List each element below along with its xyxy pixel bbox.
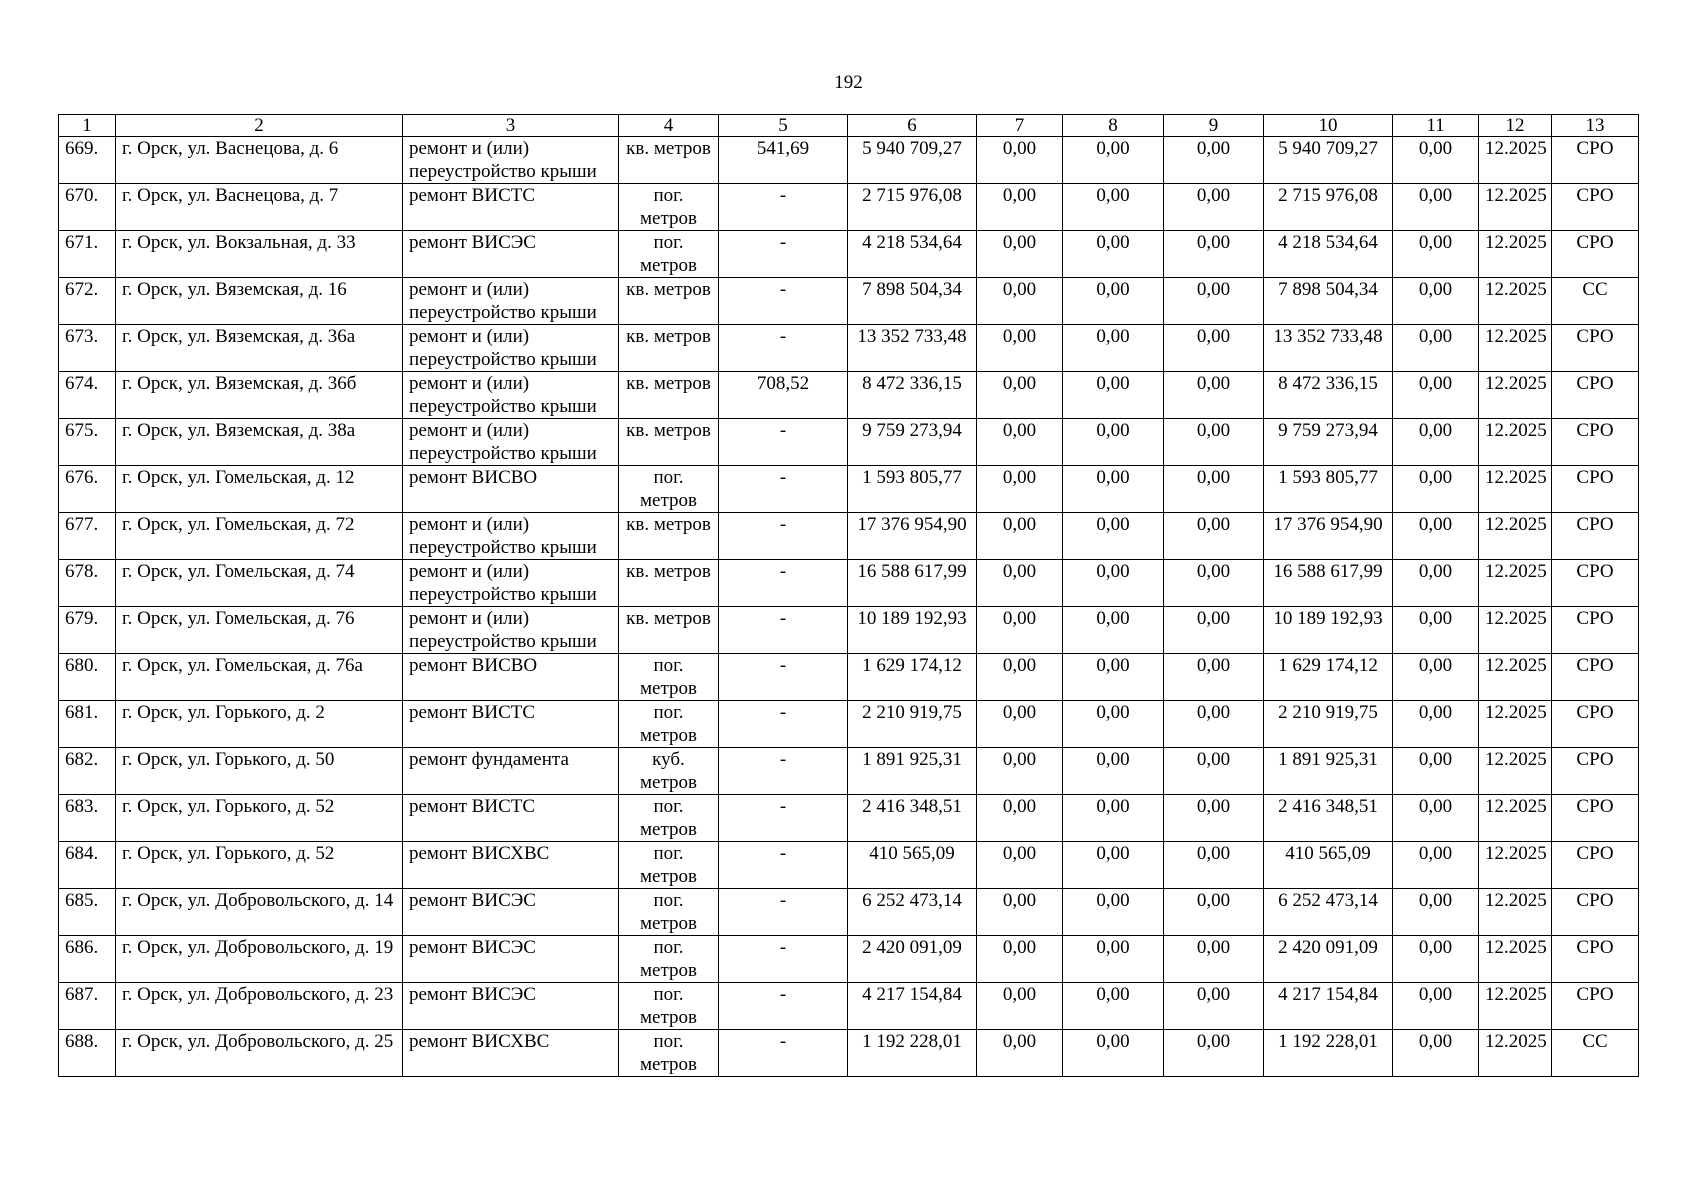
unit-cell: кв. метров (619, 278, 719, 325)
cost-cell-9: 0,00 (1164, 748, 1264, 795)
cost-cell-10: 10 189 192,93 (1264, 607, 1393, 654)
work-type-cell: ремонт ВИСХВС (403, 1030, 619, 1077)
cost-cell-8: 0,00 (1063, 137, 1164, 184)
cost-cell-10: 2 210 919,75 (1264, 701, 1393, 748)
cost-cell-9: 0,00 (1164, 231, 1264, 278)
method-cell: СРО (1552, 137, 1639, 184)
cost-cell-9: 0,00 (1164, 278, 1264, 325)
column-header-1: 1 (59, 115, 116, 137)
total-cost-cell: 16 588 617,99 (848, 560, 977, 607)
work-type-cell: ремонт ВИСВО (403, 654, 619, 701)
deadline-cell: 12.2025 (1479, 654, 1552, 701)
address-cell: г. Орск, ул. Добровольского, д. 23 (116, 983, 403, 1030)
cost-cell-11: 0,00 (1393, 983, 1479, 1030)
column-header-8: 8 (1063, 115, 1164, 137)
table-row (59, 983, 1639, 1030)
table-row (59, 137, 1639, 184)
work-type-cell: ремонт и (или) переустройство крыши (403, 560, 619, 607)
deadline-cell: 12.2025 (1479, 607, 1552, 654)
deadline-cell: 12.2025 (1479, 325, 1552, 372)
cost-cell-8: 0,00 (1063, 607, 1164, 654)
address-cell: г. Орск, ул. Добровольского, д. 14 (116, 889, 403, 936)
cost-cell-8: 0,00 (1063, 466, 1164, 513)
row-number: 672. (59, 278, 116, 325)
table-row (59, 795, 1639, 842)
address-cell: г. Орск, ул. Вяземская, д. 38а (116, 419, 403, 466)
volume-cell: - (719, 1030, 848, 1077)
cost-cell-8: 0,00 (1063, 983, 1164, 1030)
table-row (59, 1030, 1639, 1077)
address-cell: г. Орск, ул. Вяземская, д. 16 (116, 278, 403, 325)
volume-cell: - (719, 560, 848, 607)
deadline-cell: 12.2025 (1479, 560, 1552, 607)
total-cost-cell: 4 218 534,64 (848, 231, 977, 278)
capital-repair-table (58, 114, 1639, 1077)
method-cell: СРО (1552, 842, 1639, 889)
row-number: 683. (59, 795, 116, 842)
cost-cell-7: 0,00 (977, 701, 1063, 748)
unit-cell: пог. метров (619, 936, 719, 983)
work-type-cell: ремонт ВИСТС (403, 795, 619, 842)
work-type-cell: ремонт ВИСХВС (403, 842, 619, 889)
row-number: 686. (59, 936, 116, 983)
method-cell: СРО (1552, 936, 1639, 983)
cost-cell-7: 0,00 (977, 889, 1063, 936)
volume-cell: - (719, 936, 848, 983)
work-type-cell: ремонт и (или) переустройство крыши (403, 325, 619, 372)
unit-cell: кв. метров (619, 513, 719, 560)
row-number: 684. (59, 842, 116, 889)
cost-cell-7: 0,00 (977, 184, 1063, 231)
cost-cell-7: 0,00 (977, 137, 1063, 184)
volume-cell: - (719, 607, 848, 654)
deadline-cell: 12.2025 (1479, 466, 1552, 513)
work-type-cell: ремонт и (или) переустройство крыши (403, 607, 619, 654)
cost-cell-11: 0,00 (1393, 231, 1479, 278)
row-number: 677. (59, 513, 116, 560)
cost-cell-8: 0,00 (1063, 889, 1164, 936)
cost-cell-11: 0,00 (1393, 701, 1479, 748)
total-cost-cell: 1 192 228,01 (848, 1030, 977, 1077)
method-cell: СРО (1552, 748, 1639, 795)
cost-cell-8: 0,00 (1063, 795, 1164, 842)
row-number: 682. (59, 748, 116, 795)
cost-cell-9: 0,00 (1164, 372, 1264, 419)
header-row (59, 115, 1639, 137)
address-cell: г. Орск, ул. Васнецова, д. 7 (116, 184, 403, 231)
cost-cell-11: 0,00 (1393, 325, 1479, 372)
cost-cell-11: 0,00 (1393, 137, 1479, 184)
work-type-cell: ремонт ВИСТС (403, 701, 619, 748)
total-cost-cell: 410 565,09 (848, 842, 977, 889)
volume-cell: - (719, 842, 848, 889)
cost-cell-9: 0,00 (1164, 513, 1264, 560)
work-type-cell: ремонт и (или) переустройство крыши (403, 278, 619, 325)
cost-cell-9: 0,00 (1164, 466, 1264, 513)
column-header-2: 2 (116, 115, 403, 137)
work-type-cell: ремонт и (или) переустройство крыши (403, 513, 619, 560)
cost-cell-9: 0,00 (1164, 842, 1264, 889)
unit-cell: пог. метров (619, 889, 719, 936)
column-header-4: 4 (619, 115, 719, 137)
total-cost-cell: 9 759 273,94 (848, 419, 977, 466)
total-cost-cell: 4 217 154,84 (848, 983, 977, 1030)
cost-cell-7: 0,00 (977, 325, 1063, 372)
table-row (59, 372, 1639, 419)
volume-cell: - (719, 466, 848, 513)
row-number: 671. (59, 231, 116, 278)
deadline-cell: 12.2025 (1479, 889, 1552, 936)
cost-cell-11: 0,00 (1393, 889, 1479, 936)
volume-cell: - (719, 748, 848, 795)
cost-cell-11: 0,00 (1393, 795, 1479, 842)
method-cell: СРО (1552, 560, 1639, 607)
deadline-cell: 12.2025 (1479, 1030, 1552, 1077)
unit-cell: пог. метров (619, 795, 719, 842)
address-cell: г. Орск, ул. Добровольского, д. 19 (116, 936, 403, 983)
cost-cell-9: 0,00 (1164, 701, 1264, 748)
address-cell: г. Орск, ул. Вяземская, д. 36б (116, 372, 403, 419)
deadline-cell: 12.2025 (1479, 701, 1552, 748)
cost-cell-7: 0,00 (977, 983, 1063, 1030)
column-header-7: 7 (977, 115, 1063, 137)
unit-cell: пог. метров (619, 842, 719, 889)
deadline-cell: 12.2025 (1479, 795, 1552, 842)
cost-cell-7: 0,00 (977, 1030, 1063, 1077)
deadline-cell: 12.2025 (1479, 372, 1552, 419)
table-body (59, 137, 1639, 1077)
cost-cell-9: 0,00 (1164, 1030, 1264, 1077)
address-cell: г. Орск, ул. Горького, д. 50 (116, 748, 403, 795)
cost-cell-7: 0,00 (977, 513, 1063, 560)
total-cost-cell: 2 715 976,08 (848, 184, 977, 231)
cost-cell-11: 0,00 (1393, 607, 1479, 654)
cost-cell-7: 0,00 (977, 795, 1063, 842)
total-cost-cell: 13 352 733,48 (848, 325, 977, 372)
total-cost-cell: 2 210 919,75 (848, 701, 977, 748)
volume-cell: - (719, 419, 848, 466)
cost-cell-7: 0,00 (977, 419, 1063, 466)
row-number: 673. (59, 325, 116, 372)
table-row (59, 654, 1639, 701)
volume-cell: - (719, 325, 848, 372)
cost-cell-10: 4 218 534,64 (1264, 231, 1393, 278)
total-cost-cell: 2 416 348,51 (848, 795, 977, 842)
cost-cell-10: 4 217 154,84 (1264, 983, 1393, 1030)
cost-cell-11: 0,00 (1393, 936, 1479, 983)
cost-cell-9: 0,00 (1164, 419, 1264, 466)
cost-cell-7: 0,00 (977, 607, 1063, 654)
method-cell: СРО (1552, 983, 1639, 1030)
volume-cell: - (719, 983, 848, 1030)
method-cell: СРО (1552, 654, 1639, 701)
row-number: 669. (59, 137, 116, 184)
deadline-cell: 12.2025 (1479, 983, 1552, 1030)
volume-cell: - (719, 231, 848, 278)
cost-cell-8: 0,00 (1063, 936, 1164, 983)
row-number: 675. (59, 419, 116, 466)
cost-cell-9: 0,00 (1164, 654, 1264, 701)
cost-cell-9: 0,00 (1164, 560, 1264, 607)
unit-cell: кв. метров (619, 325, 719, 372)
table-row (59, 466, 1639, 513)
method-cell: СРО (1552, 325, 1639, 372)
cost-cell-9: 0,00 (1164, 184, 1264, 231)
table-row (59, 278, 1639, 325)
total-cost-cell: 1 593 805,77 (848, 466, 977, 513)
cost-cell-9: 0,00 (1164, 137, 1264, 184)
cost-cell-9: 0,00 (1164, 795, 1264, 842)
column-header-5: 5 (719, 115, 848, 137)
cost-cell-10: 16 588 617,99 (1264, 560, 1393, 607)
unit-cell: кв. метров (619, 607, 719, 654)
volume-cell: 541,69 (719, 137, 848, 184)
cost-cell-7: 0,00 (977, 466, 1063, 513)
method-cell: СРО (1552, 607, 1639, 654)
method-cell: СРО (1552, 184, 1639, 231)
cost-cell-8: 0,00 (1063, 842, 1164, 889)
table-row (59, 231, 1639, 278)
row-number: 674. (59, 372, 116, 419)
method-cell: СРО (1552, 889, 1639, 936)
unit-cell: кв. метров (619, 419, 719, 466)
cost-cell-11: 0,00 (1393, 748, 1479, 795)
volume-cell: - (719, 889, 848, 936)
cost-cell-10: 5 940 709,27 (1264, 137, 1393, 184)
column-header-6: 6 (848, 115, 977, 137)
method-cell: СС (1552, 278, 1639, 325)
table-row (59, 560, 1639, 607)
method-cell: СРО (1552, 372, 1639, 419)
cost-cell-11: 0,00 (1393, 842, 1479, 889)
deadline-cell: 12.2025 (1479, 748, 1552, 795)
unit-cell: пог. метров (619, 184, 719, 231)
address-cell: г. Орск, ул. Вокзальная, д. 33 (116, 231, 403, 278)
cost-cell-8: 0,00 (1063, 419, 1164, 466)
volume-cell: - (719, 184, 848, 231)
cost-cell-10: 1 629 174,12 (1264, 654, 1393, 701)
total-cost-cell: 5 940 709,27 (848, 137, 977, 184)
cost-cell-10: 13 352 733,48 (1264, 325, 1393, 372)
work-type-cell: ремонт ВИСТС (403, 184, 619, 231)
total-cost-cell: 17 376 954,90 (848, 513, 977, 560)
cost-cell-7: 0,00 (977, 748, 1063, 795)
table-row (59, 513, 1639, 560)
cost-cell-11: 0,00 (1393, 419, 1479, 466)
column-header-13: 13 (1552, 115, 1639, 137)
cost-cell-8: 0,00 (1063, 654, 1164, 701)
address-cell: г. Орск, ул. Гомельская, д. 76 (116, 607, 403, 654)
column-header-10: 10 (1264, 115, 1393, 137)
cost-cell-10: 7 898 504,34 (1264, 278, 1393, 325)
address-cell: г. Орск, ул. Вяземская, д. 36а (116, 325, 403, 372)
unit-cell: куб. метров (619, 748, 719, 795)
cost-cell-8: 0,00 (1063, 372, 1164, 419)
cost-cell-11: 0,00 (1393, 513, 1479, 560)
cost-cell-11: 0,00 (1393, 560, 1479, 607)
volume-cell: - (719, 795, 848, 842)
cost-cell-10: 1 192 228,01 (1264, 1030, 1393, 1077)
method-cell: СРО (1552, 231, 1639, 278)
deadline-cell: 12.2025 (1479, 936, 1552, 983)
cost-cell-10: 410 565,09 (1264, 842, 1393, 889)
cost-cell-10: 1 891 925,31 (1264, 748, 1393, 795)
address-cell: г. Орск, ул. Горького, д. 52 (116, 842, 403, 889)
table-row (59, 936, 1639, 983)
work-type-cell: ремонт и (или) переустройство крыши (403, 419, 619, 466)
deadline-cell: 12.2025 (1479, 137, 1552, 184)
cost-cell-8: 0,00 (1063, 560, 1164, 607)
cost-cell-8: 0,00 (1063, 513, 1164, 560)
row-number: 676. (59, 466, 116, 513)
row-number: 680. (59, 654, 116, 701)
address-cell: г. Орск, ул. Гомельская, д. 12 (116, 466, 403, 513)
method-cell: СРО (1552, 795, 1639, 842)
work-type-cell: ремонт фундамента (403, 748, 619, 795)
cost-cell-8: 0,00 (1063, 701, 1164, 748)
unit-cell: кв. метров (619, 372, 719, 419)
total-cost-cell: 6 252 473,14 (848, 889, 977, 936)
cost-cell-11: 0,00 (1393, 184, 1479, 231)
cost-cell-8: 0,00 (1063, 184, 1164, 231)
row-number: 670. (59, 184, 116, 231)
address-cell: г. Орск, ул. Горького, д. 52 (116, 795, 403, 842)
deadline-cell: 12.2025 (1479, 184, 1552, 231)
work-type-cell: ремонт ВИСЭС (403, 983, 619, 1030)
work-type-cell: ремонт ВИСЭС (403, 231, 619, 278)
total-cost-cell: 1 629 174,12 (848, 654, 977, 701)
cost-cell-9: 0,00 (1164, 889, 1264, 936)
table-row (59, 607, 1639, 654)
address-cell: г. Орск, ул. Гомельская, д. 74 (116, 560, 403, 607)
unit-cell: пог. метров (619, 231, 719, 278)
cost-cell-8: 0,00 (1063, 231, 1164, 278)
cost-cell-9: 0,00 (1164, 607, 1264, 654)
unit-cell: пог. метров (619, 654, 719, 701)
deadline-cell: 12.2025 (1479, 278, 1552, 325)
row-number: 687. (59, 983, 116, 1030)
cost-cell-10: 1 593 805,77 (1264, 466, 1393, 513)
cost-cell-9: 0,00 (1164, 936, 1264, 983)
cost-cell-11: 0,00 (1393, 372, 1479, 419)
row-number: 681. (59, 701, 116, 748)
column-header-3: 3 (403, 115, 619, 137)
table-row (59, 419, 1639, 466)
cost-cell-11: 0,00 (1393, 654, 1479, 701)
cost-cell-10: 2 420 091,09 (1264, 936, 1393, 983)
address-cell: г. Орск, ул. Горького, д. 2 (116, 701, 403, 748)
cost-cell-7: 0,00 (977, 372, 1063, 419)
volume-cell: - (719, 654, 848, 701)
unit-cell: кв. метров (619, 560, 719, 607)
cost-cell-11: 0,00 (1393, 278, 1479, 325)
cost-cell-7: 0,00 (977, 560, 1063, 607)
work-type-cell: ремонт ВИСВО (403, 466, 619, 513)
unit-cell: кв. метров (619, 137, 719, 184)
deadline-cell: 12.2025 (1479, 231, 1552, 278)
address-cell: г. Орск, ул. Васнецова, д. 6 (116, 137, 403, 184)
address-cell: г. Орск, ул. Гомельская, д. 76а (116, 654, 403, 701)
cost-cell-7: 0,00 (977, 278, 1063, 325)
cost-cell-9: 0,00 (1164, 983, 1264, 1030)
deadline-cell: 12.2025 (1479, 513, 1552, 560)
cost-cell-7: 0,00 (977, 654, 1063, 701)
unit-cell: пог. метров (619, 1030, 719, 1077)
cost-cell-8: 0,00 (1063, 325, 1164, 372)
column-header-12: 12 (1479, 115, 1552, 137)
total-cost-cell: 2 420 091,09 (848, 936, 977, 983)
method-cell: СРО (1552, 419, 1639, 466)
total-cost-cell: 1 891 925,31 (848, 748, 977, 795)
column-header-11: 11 (1393, 115, 1479, 137)
cost-cell-10: 9 759 273,94 (1264, 419, 1393, 466)
unit-cell: пог. метров (619, 466, 719, 513)
column-header-9: 9 (1164, 115, 1264, 137)
page-number: 192 (834, 72, 863, 93)
method-cell: СС (1552, 1030, 1639, 1077)
work-type-cell: ремонт и (или) переустройство крыши (403, 137, 619, 184)
work-type-cell: ремонт и (или) переустройство крыши (403, 372, 619, 419)
row-number: 679. (59, 607, 116, 654)
cost-cell-8: 0,00 (1063, 1030, 1164, 1077)
cost-cell-10: 2 715 976,08 (1264, 184, 1393, 231)
total-cost-cell: 8 472 336,15 (848, 372, 977, 419)
unit-cell: пог. метров (619, 983, 719, 1030)
method-cell: СРО (1552, 701, 1639, 748)
total-cost-cell: 10 189 192,93 (848, 607, 977, 654)
table-header (59, 115, 1639, 137)
row-number: 678. (59, 560, 116, 607)
volume-cell: - (719, 513, 848, 560)
row-number: 685. (59, 889, 116, 936)
cost-cell-11: 0,00 (1393, 466, 1479, 513)
address-cell: г. Орск, ул. Гомельская, д. 72 (116, 513, 403, 560)
total-cost-cell: 7 898 504,34 (848, 278, 977, 325)
cost-cell-10: 2 416 348,51 (1264, 795, 1393, 842)
cost-cell-7: 0,00 (977, 936, 1063, 983)
volume-cell: - (719, 701, 848, 748)
cost-cell-11: 0,00 (1393, 1030, 1479, 1077)
cost-cell-10: 6 252 473,14 (1264, 889, 1393, 936)
volume-cell: 708,52 (719, 372, 848, 419)
cost-cell-10: 8 472 336,15 (1264, 372, 1393, 419)
table-row (59, 184, 1639, 231)
work-type-cell: ремонт ВИСЭС (403, 889, 619, 936)
address-cell: г. Орск, ул. Добровольского, д. 25 (116, 1030, 403, 1077)
cost-cell-10: 17 376 954,90 (1264, 513, 1393, 560)
cost-cell-9: 0,00 (1164, 325, 1264, 372)
deadline-cell: 12.2025 (1479, 842, 1552, 889)
table-row (59, 325, 1639, 372)
cost-cell-8: 0,00 (1063, 748, 1164, 795)
unit-cell: пог. метров (619, 701, 719, 748)
deadline-cell: 12.2025 (1479, 419, 1552, 466)
volume-cell: - (719, 278, 848, 325)
cost-cell-7: 0,00 (977, 231, 1063, 278)
table-row (59, 748, 1639, 795)
row-number: 688. (59, 1030, 116, 1077)
table-row (59, 842, 1639, 889)
cost-cell-8: 0,00 (1063, 278, 1164, 325)
cost-cell-7: 0,00 (977, 842, 1063, 889)
method-cell: СРО (1552, 513, 1639, 560)
table-row (59, 889, 1639, 936)
work-type-cell: ремонт ВИСЭС (403, 936, 619, 983)
table-row (59, 701, 1639, 748)
method-cell: СРО (1552, 466, 1639, 513)
